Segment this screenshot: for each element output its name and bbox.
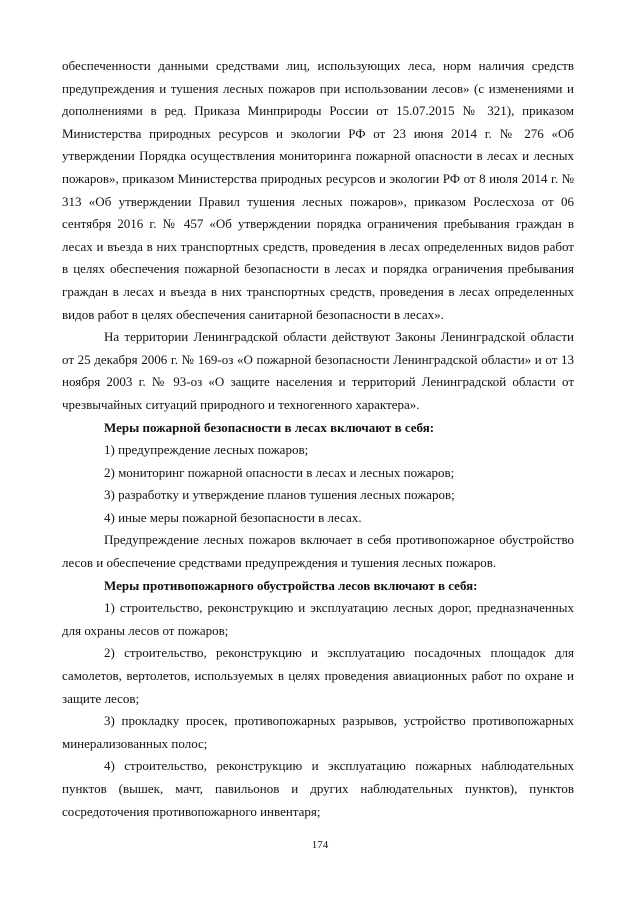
heading-fire-safety-measures: Меры пожарной безопасности в лесах включают в себя:: [104, 419, 435, 435]
list-item: 2) мониторинг пожарной опасности в лесах и лесных пожаров;: [104, 464, 455, 480]
list-item: 4) строительство, реконструкцию и эксплуатацию пожарных наблюдательных пунктов (вышек, мачт, павильонов и других наблюдательных пунктов), пунктов сосредоточения противопожарного инвентаря;: [62, 758, 574, 819]
list-item: 1) предупреждение лесных пожаров;: [104, 442, 309, 458]
paragraph-regulations: обеспеченности данными средствами лиц, использующих леса, норм наличия средств предупреждения и тушения лесных пожаров при использовании лесов» (с изменениями и дополнениями в ред. Приказа Минприроды России от 15.07.2015 № 321), приказом Министерства природных ресурсов и экологии РФ от 23 июня 2014 г. № 276 «Об утверждении Порядка осуществления мониторинга пожарной опасности в лесах и лесных пожаров», приказом Министерства природных ресурсов и экологии РФ от 8 июля 2014 г. № 313 «Об утверждении Правил тушения лесных пожаров», приказом Рослесхоза от 06 сентября 2016 г. № 457 «Об утверждении порядка ограничения пребывания граждан в лесах и въезда в них транспортных средств, проведения в лесах определенных видов работ в целях обеспечения пожарной безопасности в лесах и порядка ограничения пребывания граждан в лесах и въезда в них транспортных средств, проведения в лесах определенных видов работ в целях обеспечения санитарной безопасности в лесах».: [62, 58, 574, 322]
list-item: 1) строительство, реконструкцию и эксплуатацию лесных дорог, предназначенных для охраны лесов от пожаров;: [62, 600, 574, 638]
paragraph-fire-prevention: Предупреждение лесных пожаров включает в себя противопожарное обустройство лесов и обеспечение средствами предупреждения и тушения лесных пожаров.: [62, 532, 574, 571]
list-item: 3) разработку и утверждение планов тушения лесных пожаров;: [104, 487, 455, 503]
page-number: 174: [311, 839, 329, 851]
list-item: 2) строительство, реконструкцию и эксплуатацию посадочных площадок для самолетов, вертолетов, используемых в целях проведения авиационных работ по охране и защите лесов;: [62, 645, 574, 706]
heading-fire-arrangement-measures: Меры противопожарного обустройства лесов включают в себя:: [104, 577, 478, 593]
list-item: 4) иные меры пожарной безопасности в лесах.: [104, 509, 362, 525]
paragraph-leningrad-laws: На территории Ленинградской области действуют Законы Ленинградской области от 25 декабря 2006 г. № 169-оз «О пожарной безопасности Ленинградской области» и от 13 ноября 2003 г. № 93-оз «О защите населения и территорий Ленинградской области от чрезвычайных ситуаций природного и техногенного характера».: [62, 329, 574, 412]
document-page: [62, 55, 574, 823]
list-item: 3) прокладку просек, противопожарных разрывов, устройство противопожарных минерализованных полос;: [62, 713, 574, 751]
